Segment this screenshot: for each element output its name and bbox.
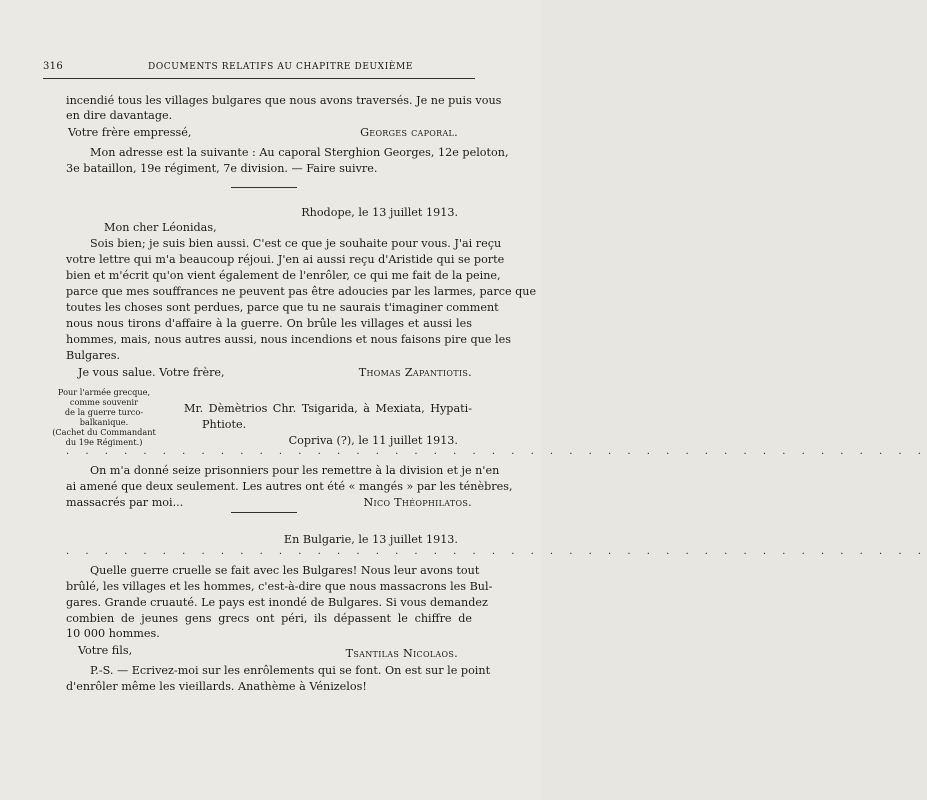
body-line: brûlé, les villages et les hommes, c'est-à-dire que nous massacrons les Bul- [66,580,493,593]
dateline: Rhodope, le 13 juillet 1913. [301,206,458,219]
body-line: hommes, mais, nous autres aussi, nous incendions et nous faisons pire que les [66,333,511,346]
closing-text: Votre frère empressé, [68,126,192,139]
body-line: ai amené que deux seulement. Les autres ont été « mangés » par les ténèbres, [66,480,513,493]
separator [231,187,297,188]
body-line: votre lettre qui m'a beaucoup réjoui. J'en ai aussi reçu d'Aristide qui se porte [66,253,505,266]
body-line: On m'a donné seize prisonniers pour les remettre à la division et je n'en [90,464,500,477]
signature: Georges caporal. [360,126,458,139]
side-note-line: de la guerre turco- [64,407,144,417]
postscript-line: P.-S. — Ecrivez-moi sur les enrôlements qui se font. On est sur le point [90,664,491,677]
body-line: en dire davantage. [66,109,173,122]
body-line: 10 000 hommes. [66,627,160,640]
side-note [44,387,164,447]
side-note-line: du 19e Régiment.) [65,437,143,447]
dateline: Copriva (?), le 11 juillet 1913. [288,434,458,447]
side-note-line: (Cachet du Commandant [52,427,156,437]
closing: Votre fils, [78,644,133,657]
body-line: bien et m'écrit qu'on vient également de l'enrôler, ce qui me fait de la peine, [66,269,501,282]
signature: Nico Théophilatos. [363,496,472,509]
ellipsis-row: . . . . . . . . . . . . . . . . . . . . . . . . . . . . . . . . . . . . . . . . . . . . . [66,546,927,557]
ellipsis-row: . . . . . . . . . . . . . . . . . . . . . . . . . . . . . . . . . . . . . . . . . . . . . [66,446,927,457]
postscript-line: 3e bataillon, 19e régiment, 7e division. — Faire suivre. [66,162,378,175]
address-line: Mr. Dèmètrios Chr. Tsigarida, à Mexiata, Hypati- [184,402,472,415]
body-line: incendié tous les villages bulgares que nous avons traversés. Je ne puis vous [66,94,502,107]
postscript-line: Mon adresse est la suivante : Au caporal Sterghion Georges, 12e peloton, [90,146,509,159]
signature: Thomas Zapantiotis. [358,366,472,379]
body-line: Bulgares. [66,349,121,362]
body-line: parce que mes souffrances ne peuvent pas être adoucies par les larmes, parce que [66,285,537,298]
body-line: nous nous tirons d'affaire à la guerre. On brûle les villages et aussi les [66,317,472,330]
body-line: toutes les choses sont perdues, parce que tu ne saurais t'imaginer comment [66,301,499,314]
body-line: combien de jeunes gens grecs ont péri, ils dépassent le chiffre de [66,612,472,625]
side-note-line: Pour l'armée grecque, [57,387,151,397]
body-line: Sois bien; je suis bien aussi. C'est ce que je souhaite pour vous. J'ai reçu [90,237,502,250]
side-note-line: balkanique. [79,417,129,427]
side-note-line: comme souvenir [69,397,139,407]
address-line: Phtiote. [202,418,247,431]
running-title: DOCUMENTS RELATIFS AU CHAPITRE DEUXIÈME [148,62,414,72]
dateline: En Bulgarie, le 13 juillet 1913. [283,533,458,546]
body-line: Quelle guerre cruelle se fait avec les Bulgares! Nous leur avons tout [90,564,480,577]
body-line: gares. Grande cruauté. Le pays est inondé de Bulgares. Si vous demandez [66,596,488,609]
postscript-line: d'enrôler même les vieillards. Anathème à Vénizelos! [66,680,367,693]
page-number: 316 [43,61,63,72]
closing: Je vous salue. Votre frère, [78,366,225,379]
signature: Tsantilas Nicolaos. [345,647,458,660]
salutation: Mon cher Léonidas, [104,221,217,234]
separator [231,512,297,513]
body-line: massacrés par moi... [66,496,184,509]
header-rule [43,78,475,79]
